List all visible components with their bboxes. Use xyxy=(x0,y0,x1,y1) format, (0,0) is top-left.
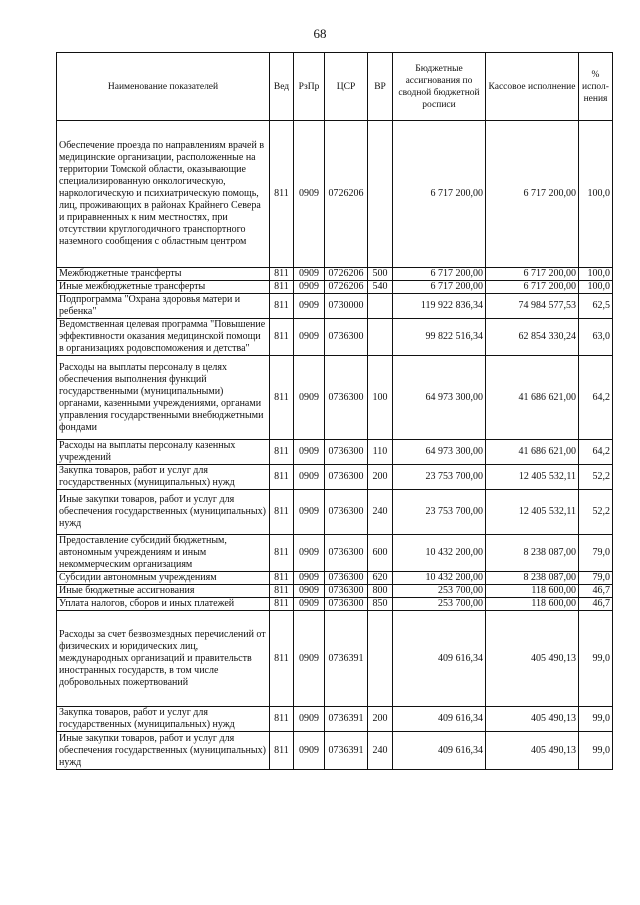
cell-csr: 0726206 xyxy=(325,121,368,268)
table-row xyxy=(57,732,613,770)
header-csr: ЦСР xyxy=(325,53,368,121)
cell-rzpr: 0909 xyxy=(294,440,325,465)
cell-name: Межбюджетные трансферты xyxy=(57,268,270,281)
cell-budget: 253 700,00 xyxy=(393,585,486,598)
cell-cash: 6 717 200,00 xyxy=(486,281,579,294)
cell-budget: 253 700,00 xyxy=(393,598,486,611)
table-row xyxy=(57,294,613,319)
cell-csr: 0736300 xyxy=(325,490,368,535)
cell-csr: 0726206 xyxy=(325,268,368,281)
header-ved: Вед xyxy=(270,53,294,121)
cell-csr: 0736300 xyxy=(325,440,368,465)
cell-rzpr: 0909 xyxy=(294,281,325,294)
cell-budget: 10 432 200,00 xyxy=(393,572,486,585)
cell-budget: 64 973 300,00 xyxy=(393,440,486,465)
cell-vr: 240 xyxy=(368,490,393,535)
cell-csr: 0736300 xyxy=(325,319,368,356)
cell-cash: 41 686 621,00 xyxy=(486,356,579,440)
cell-ved: 811 xyxy=(270,535,294,572)
cell-name: Уплата налогов, сборов и иных платежей xyxy=(57,598,270,611)
cell-name: Предоставление субсидий бюджетным, автономным учреждениям и иным некоммерческим организациям xyxy=(57,535,270,572)
header-row xyxy=(57,53,613,121)
cell-vr xyxy=(368,611,393,707)
cell-budget: 23 753 700,00 xyxy=(393,465,486,490)
cell-vr: 110 xyxy=(368,440,393,465)
cell-name: Закупка товаров, работ и услуг для государственных (муниципальных) нужд xyxy=(57,707,270,732)
cell-budget: 409 616,34 xyxy=(393,707,486,732)
cell-csr: 0736391 xyxy=(325,732,368,770)
cell-cash: 8 238 087,00 xyxy=(486,535,579,572)
cell-csr: 0736300 xyxy=(325,598,368,611)
cell-rzpr: 0909 xyxy=(294,535,325,572)
cell-rzpr: 0909 xyxy=(294,707,325,732)
cell-ved: 811 xyxy=(270,294,294,319)
table-row xyxy=(57,465,613,490)
table-row xyxy=(57,356,613,440)
cell-pct: 100,0 xyxy=(579,281,613,294)
table-row xyxy=(57,707,613,732)
cell-ved: 811 xyxy=(270,611,294,707)
cell-name: Расходы на выплаты персоналу казенных учреждений xyxy=(57,440,270,465)
table-row xyxy=(57,535,613,572)
cell-pct: 79,0 xyxy=(579,572,613,585)
cell-pct: 52,2 xyxy=(579,465,613,490)
cell-vr: 620 xyxy=(368,572,393,585)
cell-name: Субсидии автономным учреждениям xyxy=(57,572,270,585)
cell-pct: 79,0 xyxy=(579,535,613,572)
cell-budget: 119 922 836,34 xyxy=(393,294,486,319)
cell-rzpr: 0909 xyxy=(294,465,325,490)
cell-vr xyxy=(368,319,393,356)
header-budget: Бюджетные ассигнования по сводной бюджетной росписи xyxy=(393,53,486,121)
cell-cash: 12 405 532,11 xyxy=(486,465,579,490)
cell-rzpr: 0909 xyxy=(294,319,325,356)
cell-ved: 811 xyxy=(270,490,294,535)
cell-csr: 0736300 xyxy=(325,535,368,572)
header-name: Наименование показателей xyxy=(57,53,270,121)
table-row xyxy=(57,268,613,281)
cell-csr: 0736300 xyxy=(325,356,368,440)
cell-cash: 118 600,00 xyxy=(486,585,579,598)
cell-csr: 0736300 xyxy=(325,465,368,490)
cell-budget: 64 973 300,00 xyxy=(393,356,486,440)
cell-ved: 811 xyxy=(270,121,294,268)
cell-pct: 46,7 xyxy=(579,598,613,611)
budget-table xyxy=(56,52,613,770)
cell-name: Подпрограмма "Охрана здоровья матери и ребенка" xyxy=(57,294,270,319)
cell-cash: 118 600,00 xyxy=(486,598,579,611)
table-row xyxy=(57,490,613,535)
cell-budget: 99 822 516,34 xyxy=(393,319,486,356)
cell-csr: 0726206 xyxy=(325,281,368,294)
cell-vr xyxy=(368,294,393,319)
cell-cash: 405 490,13 xyxy=(486,707,579,732)
table-row xyxy=(57,598,613,611)
cell-pct: 46,7 xyxy=(579,585,613,598)
cell-rzpr: 0909 xyxy=(294,598,325,611)
cell-budget: 409 616,34 xyxy=(393,732,486,770)
cell-name: Иные бюджетные ассигнования xyxy=(57,585,270,598)
cell-ved: 811 xyxy=(270,732,294,770)
cell-rzpr: 0909 xyxy=(294,294,325,319)
cell-cash: 8 238 087,00 xyxy=(486,572,579,585)
cell-rzpr: 0909 xyxy=(294,585,325,598)
cell-pct: 99,0 xyxy=(579,611,613,707)
cell-vr: 600 xyxy=(368,535,393,572)
cell-rzpr: 0909 xyxy=(294,732,325,770)
cell-cash: 6 717 200,00 xyxy=(486,121,579,268)
cell-vr: 850 xyxy=(368,598,393,611)
cell-name: Расходы за счет безвозмездных перечислений от физических и юридических лиц, международных организаций и правительств иностранных государств, в том числе добровольных пожертвований xyxy=(57,611,270,707)
header-vr: ВР xyxy=(368,53,393,121)
cell-name: Иные межбюджетные трансферты xyxy=(57,281,270,294)
cell-name: Иные закупки товаров, работ и услуг для обеспечения государственных (муниципальных) нужд xyxy=(57,490,270,535)
cell-cash: 62 854 330,24 xyxy=(486,319,579,356)
cell-vr: 500 xyxy=(368,268,393,281)
cell-vr: 800 xyxy=(368,585,393,598)
cell-vr: 200 xyxy=(368,707,393,732)
header-pct: % испол-нения xyxy=(579,53,613,121)
table-row xyxy=(57,440,613,465)
cell-rzpr: 0909 xyxy=(294,611,325,707)
cell-budget: 23 753 700,00 xyxy=(393,490,486,535)
cell-ved: 811 xyxy=(270,465,294,490)
table-row xyxy=(57,319,613,356)
cell-csr: 0736391 xyxy=(325,611,368,707)
header-cash: Кассовое исполнение xyxy=(486,53,579,121)
cell-cash: 74 984 577,53 xyxy=(486,294,579,319)
cell-ved: 811 xyxy=(270,707,294,732)
cell-rzpr: 0909 xyxy=(294,490,325,535)
cell-csr: 0736300 xyxy=(325,585,368,598)
cell-pct: 100,0 xyxy=(579,268,613,281)
cell-ved: 811 xyxy=(270,281,294,294)
cell-csr: 0730000 xyxy=(325,294,368,319)
cell-cash: 6 717 200,00 xyxy=(486,268,579,281)
cell-pct: 99,0 xyxy=(579,732,613,770)
cell-pct: 63,0 xyxy=(579,319,613,356)
cell-budget: 409 616,34 xyxy=(393,611,486,707)
cell-pct: 64,2 xyxy=(579,356,613,440)
table-row xyxy=(57,281,613,294)
table-row xyxy=(57,611,613,707)
table-row xyxy=(57,585,613,598)
cell-name: Закупка товаров, работ и услуг для государственных (муниципальных) нужд xyxy=(57,465,270,490)
cell-name: Обеспечение проезда по направлениям врачей в медицинские организации, расположенные на территории Томской области, оказывающие специализированную онкологическую, наркологическую и психиатрическую помощь, лиц, проживающих в районах Крайнего Севера и приравненных к ним местностях, при отсутствии круглогодичного транспортного наземного сообщения с областным центром xyxy=(57,121,270,268)
cell-budget: 6 717 200,00 xyxy=(393,121,486,268)
cell-ved: 811 xyxy=(270,572,294,585)
cell-ved: 811 xyxy=(270,440,294,465)
cell-ved: 811 xyxy=(270,598,294,611)
cell-vr xyxy=(368,121,393,268)
cell-csr: 0736391 xyxy=(325,707,368,732)
cell-vr: 200 xyxy=(368,465,393,490)
cell-rzpr: 0909 xyxy=(294,572,325,585)
cell-rzpr: 0909 xyxy=(294,356,325,440)
cell-rzpr: 0909 xyxy=(294,121,325,268)
cell-vr: 540 xyxy=(368,281,393,294)
cell-vr: 240 xyxy=(368,732,393,770)
cell-csr: 0736300 xyxy=(325,572,368,585)
cell-cash: 41 686 621,00 xyxy=(486,440,579,465)
cell-rzpr: 0909 xyxy=(294,268,325,281)
cell-ved: 811 xyxy=(270,585,294,598)
cell-pct: 62,5 xyxy=(579,294,613,319)
cell-ved: 811 xyxy=(270,268,294,281)
cell-cash: 405 490,13 xyxy=(486,732,579,770)
cell-name: Иные закупки товаров, работ и услуг для обеспечения государственных (муниципальных) нужд xyxy=(57,732,270,770)
cell-budget: 6 717 200,00 xyxy=(393,281,486,294)
table-row xyxy=(57,572,613,585)
cell-budget: 10 432 200,00 xyxy=(393,535,486,572)
cell-ved: 811 xyxy=(270,356,294,440)
cell-cash: 12 405 532,11 xyxy=(486,490,579,535)
page-number: 68 xyxy=(313,26,327,41)
cell-name: Ведомственная целевая программа "Повышение эффективности оказания медицинской помощи в организациях родовспоможения и детства" xyxy=(57,319,270,356)
cell-pct: 52,2 xyxy=(579,490,613,535)
header-rzpr: РзПр xyxy=(294,53,325,121)
cell-ved: 811 xyxy=(270,319,294,356)
table-row xyxy=(57,121,613,268)
cell-vr: 100 xyxy=(368,356,393,440)
cell-budget: 6 717 200,00 xyxy=(393,268,486,281)
cell-pct: 100,0 xyxy=(579,121,613,268)
cell-name: Расходы на выплаты персоналу в целях обеспечения выполнения функций государственными (муниципальными) органами, казенными учреждениями, органами управления государственными внебюджетными фондами xyxy=(57,356,270,440)
cell-cash: 405 490,13 xyxy=(486,611,579,707)
cell-pct: 99,0 xyxy=(579,707,613,732)
cell-pct: 64,2 xyxy=(579,440,613,465)
